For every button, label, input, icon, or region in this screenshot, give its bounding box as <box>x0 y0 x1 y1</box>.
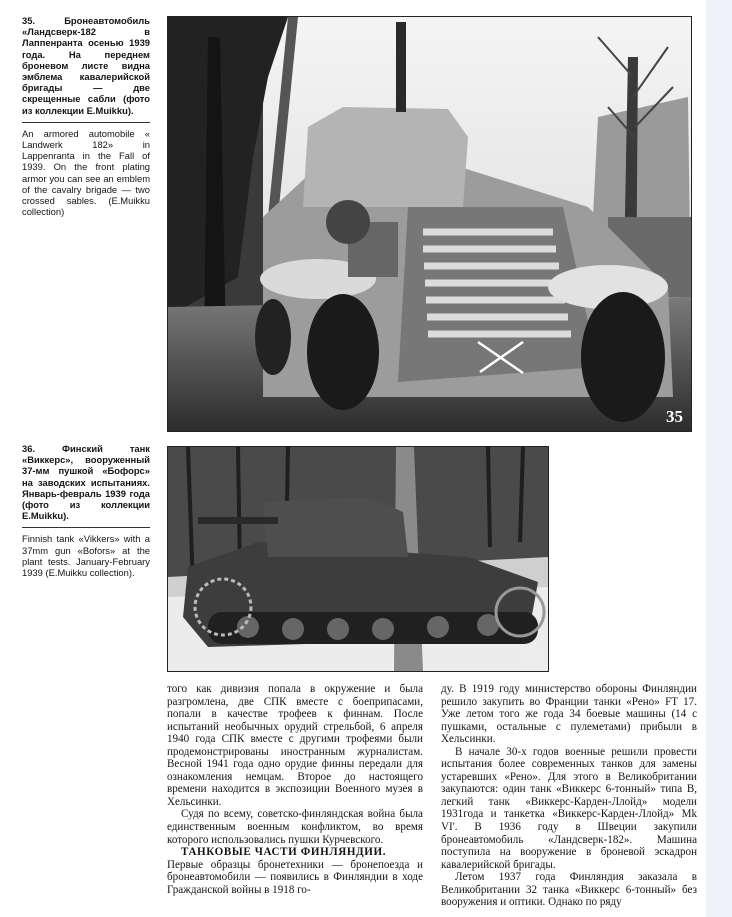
left-column <box>167 683 423 896</box>
section-heading: ТАНКОВЫЕ ЧАСТИ ФИНЛЯНДИИ. <box>181 846 387 859</box>
photo-36-number: 36 <box>525 649 542 668</box>
right-paragraph-3: Летом 1937 года Финляндия заказала в Великобритании 32 танка «Виккерс 6-тонный» без вооружения и оптики. Однако по ряду <box>441 871 697 909</box>
caption-36-number: 36. <box>22 443 36 454</box>
caption-35 <box>22 15 150 217</box>
caption-35-ru <box>22 15 150 116</box>
caption-36-ru-text: Финский танк «Виккерс», вооруженный 37-мм пушкой «Бофорс» на заводских испытаниях. Январь-февраль 1939 года (фото из коллекции E.Muikku). <box>22 443 150 522</box>
photo-36-vickers-tank <box>167 446 549 672</box>
left-paragraph-2: Судя по всему, советско-финляндская война была единственным военным конфликтом, во время которого использовались пушки Курчевского. <box>167 808 423 846</box>
photo-35-number: 35 <box>666 407 683 426</box>
right-paragraph-2: В начале 30-х годов военные решили провести испытания более современных танков для замены устаревших «Рено». Для этого в Великобритании закупаются: один танк «Виккерс 6-тонный» типа B, легкий танк «Виккерс-Карден-Ллойд» модели 1931года и танкетка «Виккерс-Карден-Ллойд» Mk VI'. В 1936 году в Швеции закупили бронеавтомобиль «Ландсверк-182». Машина поступила на вооружение в броневой эскадрон кавалерийской бригады. <box>441 745 697 871</box>
left-paragraph-3: Первые образцы бронетехники — бронепоезда и бронеавтомобили — появились в Финляндии в ходе Гражданской войны в 1918 го- <box>167 858 423 896</box>
right-paragraph-1: ду. В 1919 году министерство обороны Финляндии решило закупить во Франции танки «Рено» FT 17. Уже летом того же года 34 боевые машины (14 с пушками, остальные с пулеметами) прибыли в Хельсинки. <box>441 683 697 746</box>
caption-35-ru-text: Бронеавтомобиль «Ландсверк-182 в Лаппенранта осенью 1939 года. На переднем броневом листе видна эмблема кавалерийской бригады — две скрещенные сабли (фото из коллекции E.Muikku). <box>22 15 150 116</box>
photo-35-armored-car <box>167 16 692 432</box>
caption-36-en: Finnish tank «Vikkers» with a 37mm gun «Bofors» at the plant tests. January-February 1939 (E.Muikku collection). <box>22 533 150 579</box>
caption-35-number: 35. <box>22 15 36 26</box>
caption-36-divider <box>22 527 150 528</box>
caption-35-en: An armored automobile « Landwerk 182» in Lappenranta in the Fall of 1939. On the front plating armor you can see an emblem of the cavalry brigade — two crossed sables. (E.Muikku collection) <box>22 127 150 218</box>
left-paragraph-1: того как дивизия попала в окружение и была разгромлена, две СПК вместе с боеприпасами, попали в качестве трофеев к финнам. После испытаний необычных орудий стрельбой, 6 апреля 1940 года СПК вместе с другими трофеями были продемонстрированы иностранным журналистам. Весной 1941 года одно орудие финны передали для ознакомления немцам. Второе до настоящего времени находится в экспозиции Военного музея в Хельсинки. <box>167 683 423 808</box>
caption-36-ru <box>22 443 150 521</box>
right-column <box>441 683 697 909</box>
page-margin-band <box>706 0 732 917</box>
caption-35-divider <box>22 122 150 123</box>
caption-36 <box>22 443 150 578</box>
